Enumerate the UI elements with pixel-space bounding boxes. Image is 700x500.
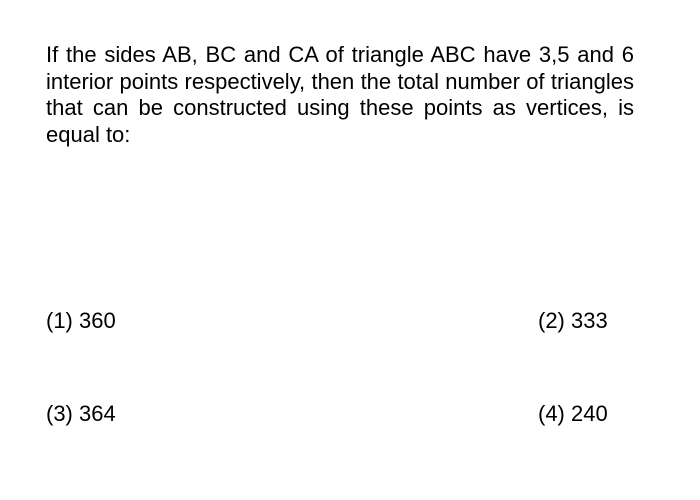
- option-2: (2) 333: [538, 308, 608, 333]
- option-3: (3) 364: [46, 401, 116, 426]
- option-4: (4) 240: [538, 401, 608, 426]
- option-1: (1) 360: [46, 308, 116, 333]
- question-text: If the sides AB, BC and CA of triangle ABC have 3,5 and 6 interior points respectively, then the total number of triangles that can be constructed using these points as vertices, is equal to:: [46, 42, 634, 147]
